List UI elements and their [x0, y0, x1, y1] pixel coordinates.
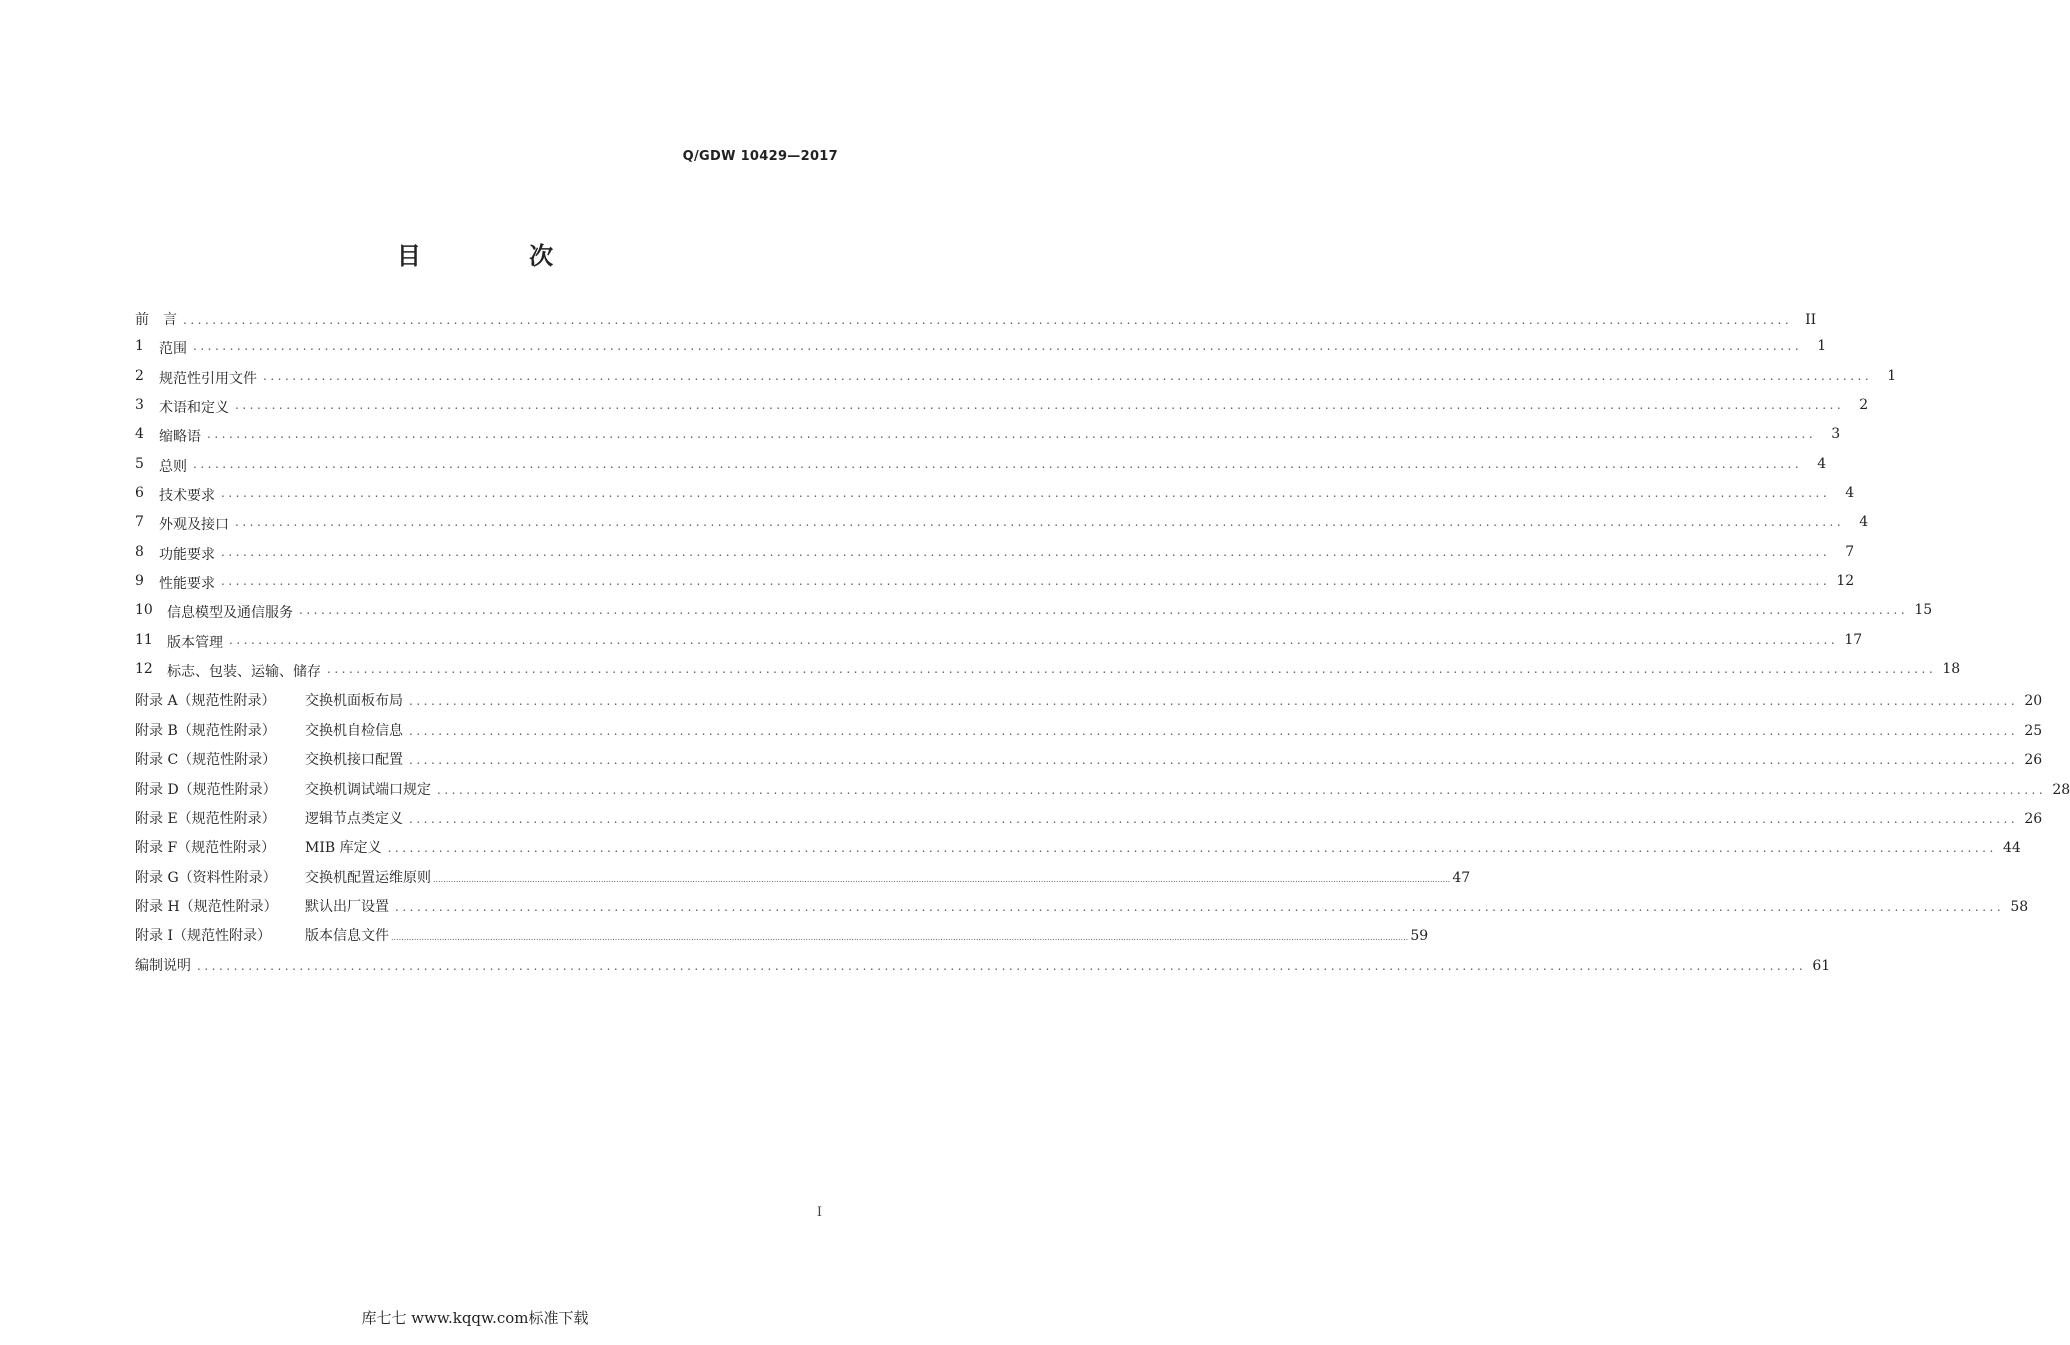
toc-entry-label	[135, 837, 382, 857]
toc-leader-dots: ................................................................................................................................................................................................................................................................................................................................................................................................................	[433, 874, 1451, 884]
toc-entry-title: 交换机面板布局	[305, 693, 403, 710]
toc-leader-dots: ............................................................................................................................................................................................................................	[183, 313, 1793, 327]
toc-entry-label	[135, 779, 431, 799]
toc-section-number: 8	[135, 543, 144, 560]
toc-entry[interactable]	[135, 690, 2043, 719]
toc-page-number: 25	[2024, 722, 2043, 739]
toc-entry-title: 交换机自检信息	[305, 722, 403, 739]
toc-page-number: 58	[2010, 898, 2029, 915]
toc-leader-dots: ............................................................................................................................................................................................................................	[229, 632, 1839, 647]
toc-entry-title: 标志、包装、运输、储存	[167, 664, 321, 681]
toc-entry-label	[135, 867, 431, 887]
toc-entry-label	[135, 661, 321, 681]
toc-leader-dots: ............................................................................................................................................................................................................................	[235, 515, 1845, 530]
toc-entry[interactable]	[135, 720, 2043, 749]
toc-entry-title: 版本信息文件	[305, 928, 389, 945]
toc-entry[interactable]	[135, 955, 1831, 984]
toc-leader-dots: ............................................................................................................................................................................................................................	[299, 603, 1909, 618]
toc-page-number: 4	[1845, 485, 1855, 502]
toc-section-number: 12	[135, 661, 153, 678]
toc-entry-title: 交换机接口配置	[305, 752, 403, 769]
toc-entry-title: 编制说明	[135, 957, 191, 974]
toc-leader-dots: ............................................................................................................................................................................................................................	[395, 899, 2005, 914]
toc-section-number: 9	[135, 573, 144, 590]
toc-annex-label: 附录 E（规范性附录）	[135, 810, 276, 827]
toc-leader-dots: ............................................................................................................................................................................................................................	[221, 574, 1831, 589]
toc-leader-dots: ............................................................................................................................................................................................................................	[193, 339, 1803, 354]
toc-entry-label	[135, 925, 389, 945]
page-title: 目 次	[396, 242, 604, 270]
page-number: I	[816, 1205, 822, 1220]
toc-entry-label	[135, 397, 229, 417]
toc-section-number: 5	[135, 455, 144, 472]
toc-section-number: 6	[135, 485, 144, 502]
toc-page-number: 12	[1836, 573, 1855, 590]
toc-page-number: 2	[1859, 397, 1869, 414]
toc-entry[interactable]	[135, 661, 1961, 690]
toc-annex-label: 附录 B（规范性附录）	[135, 722, 276, 739]
toc-leader-dots: ............................................................................................................................................................................................................................	[327, 662, 1937, 677]
toc-entry-title: 版本管理	[167, 634, 223, 651]
toc-leader-dots: ................................................................................................................................................................................................................................................................................................................................................................................................................	[391, 933, 1409, 943]
toc-entry[interactable]	[135, 631, 1863, 661]
toc-entry[interactable]	[135, 397, 1869, 426]
toc-entry-title: 信息模型及通信服务	[167, 605, 293, 622]
toc-page-number: 1	[1817, 338, 1827, 355]
toc-entry-label	[135, 896, 389, 916]
toc-annex-label: 附录 G（资料性附录）	[135, 869, 277, 886]
toc-entry-title: MIB 库定义	[305, 840, 382, 857]
toc-entry-title: 规范性引用文件	[159, 370, 257, 387]
toc-page-number: 44	[2002, 840, 2021, 857]
toc-entry-title: 交换机调试端口规定	[305, 781, 431, 798]
toc-leader-dots: ............................................................................................................................................................................................................................	[207, 427, 1817, 442]
toc-entry-label	[135, 720, 403, 740]
toc-entry-title: 功能要求	[159, 546, 215, 563]
toc-entry-label	[135, 749, 403, 769]
toc-entry[interactable]	[135, 367, 1897, 397]
toc-entry-label	[135, 808, 403, 828]
toc-annex-label: 附录 C（规范性附录）	[135, 752, 277, 769]
toc-entry-label	[135, 690, 403, 710]
toc-entry[interactable]	[135, 338, 1827, 367]
toc-leader-dots: ............................................................................................................................................................................................................................	[197, 958, 1807, 973]
toc-section-number: 7	[135, 514, 144, 531]
toc-entry[interactable]	[135, 749, 2043, 778]
footer-watermark: 库七七 www.kqqw.com标准下载	[361, 1309, 589, 1327]
toc-entry[interactable]	[135, 602, 1933, 631]
toc-entry[interactable]	[135, 925, 1429, 954]
toc-leader-dots: ............................................................................................................................................................................................................................	[221, 486, 1831, 501]
toc-entry[interactable]	[135, 808, 2043, 837]
toc-entry[interactable]	[135, 309, 1817, 338]
toc-section-number: 3	[135, 397, 144, 414]
toc-leader-dots: ............................................................................................................................................................................................................................	[263, 368, 1873, 383]
toc-leader-dots: ............................................................................................................................................................................................................................	[235, 398, 1845, 413]
toc-entry[interactable]	[135, 837, 2021, 866]
toc-page-number: 61	[1812, 957, 1831, 974]
toc-annex-label: 附录 A（规范性附录）	[135, 693, 276, 710]
toc-entry-title: 逻辑节点类定义	[305, 810, 403, 827]
toc-entry-label	[135, 514, 229, 534]
toc-page-number: 20	[2024, 693, 2043, 710]
toc-entry[interactable]	[135, 573, 1855, 602]
toc-leader-dots: ............................................................................................................................................................................................................................	[409, 753, 2019, 768]
toc-page-number: 26	[2024, 752, 2043, 769]
toc-entry-title: 缩略语	[159, 429, 201, 446]
toc-leader-dots: ............................................................................................................................................................................................................................	[409, 811, 2019, 826]
toc-entry-title: 总则	[159, 458, 187, 475]
toc-entry[interactable]	[135, 514, 1869, 543]
toc-entry[interactable]	[135, 485, 1855, 514]
toc-page-number: 17	[1844, 631, 1863, 648]
toc-section-number: 1	[135, 338, 144, 355]
toc-page-number: 4	[1859, 514, 1869, 531]
toc-entry-title: 交换机配置运维原则	[305, 869, 431, 886]
toc-leader-dots: ............................................................................................................................................................................................................................	[387, 841, 1997, 856]
toc-entry[interactable]	[135, 455, 1827, 485]
toc-page-number: 18	[1942, 661, 1961, 678]
toc-page-number: 1	[1887, 367, 1897, 384]
toc-entry-label	[135, 338, 187, 358]
toc-entry[interactable]	[135, 426, 1841, 455]
toc-section-number: 4	[135, 426, 144, 443]
toc-section-number: 2	[135, 367, 144, 384]
toc-leader-dots: ............................................................................................................................................................................................................................	[409, 723, 2019, 738]
toc-entry[interactable]	[135, 543, 1855, 573]
toc-entry-title: 术语和定义	[159, 400, 229, 417]
toc-entry-label	[135, 632, 223, 652]
toc-page-number: 4	[1817, 455, 1827, 472]
toc-page-number: 28	[2052, 781, 2070, 798]
toc-entry[interactable]	[135, 896, 2029, 925]
toc-page-number: II	[1805, 312, 1817, 328]
toc-leader-dots: ............................................................................................................................................................................................................................	[409, 694, 2019, 709]
toc-entry[interactable]	[135, 867, 1471, 896]
document-code: Q/GDW 10429—2017	[682, 149, 838, 164]
toc-page-number: 26	[2024, 810, 2043, 827]
toc-annex-label: 附录 F（规范性附录）	[135, 840, 276, 857]
toc-annex-label: 附录 D（规范性附录）	[135, 781, 277, 798]
toc-entry-label	[135, 485, 215, 505]
toc-section-number: 11	[135, 631, 153, 648]
toc-annex-label: 附录 I（规范性附录）	[135, 928, 271, 945]
toc-entry-title: 前 言	[135, 312, 177, 328]
toc-entry-title: 默认出厂设置	[305, 898, 389, 915]
toc-section-number: 10	[135, 602, 153, 619]
toc-entry-label	[135, 426, 201, 446]
toc-page-number: 15	[1914, 602, 1933, 619]
toc-annex-label: 附录 H（规范性附录）	[135, 898, 278, 915]
toc-entry-label	[135, 955, 191, 975]
toc-entry[interactable]	[135, 779, 2070, 808]
toc-entry-title: 外观及接口	[159, 517, 229, 534]
toc-entry-label	[135, 368, 257, 388]
toc-leader-dots: ............................................................................................................................................................................................................................	[193, 456, 1803, 471]
toc-entry-label	[135, 602, 293, 622]
toc-leader-dots: ............................................................................................................................................................................................................................	[221, 544, 1831, 559]
toc-entry-label	[135, 544, 215, 564]
toc-entry-label	[135, 309, 177, 329]
toc-entry-title: 技术要求	[159, 488, 215, 505]
toc-entry-label	[135, 573, 215, 593]
toc-page-number: 7	[1845, 543, 1855, 560]
toc-entry-title: 性能要求	[159, 576, 215, 593]
toc-entry-title: 范围	[159, 341, 187, 358]
toc-entry-label	[135, 456, 187, 476]
toc-leader-dots: ............................................................................................................................................................................................................................	[437, 782, 2047, 797]
table-of-contents	[135, 309, 2070, 984]
toc-page-number: 59	[1410, 928, 1429, 945]
toc-page-number: 47	[1452, 869, 1471, 886]
toc-page-number: 3	[1831, 426, 1841, 443]
